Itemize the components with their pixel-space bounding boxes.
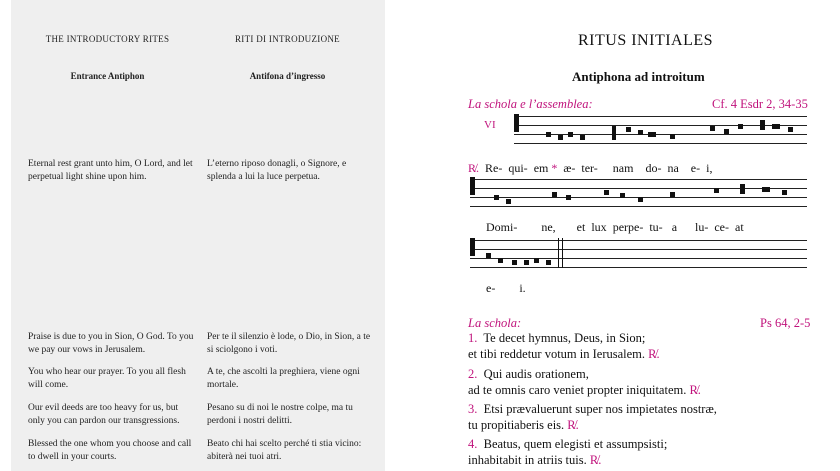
syllable: æ- (563, 161, 576, 175)
neume (604, 190, 609, 195)
verse-line: Qui audis orationem, (483, 367, 589, 381)
verse-en-2: You who hear our prayer. To you all flesh will come. (28, 367, 186, 390)
verse-line: ad te omnis caro veniet propter iniquitatem. (468, 383, 687, 397)
neume (558, 135, 563, 140)
verse-number: 3. (468, 402, 478, 416)
neume (714, 188, 719, 193)
neume (638, 197, 643, 202)
source-reference-1: Cf. 4 Esdr 2, 34-35 (712, 97, 808, 111)
chant-staff-3 (470, 236, 807, 270)
neume (524, 260, 529, 265)
neume (738, 124, 743, 129)
heading-it: RITI DI INTRODUZIONE (235, 34, 340, 44)
syllable: ne, (541, 220, 556, 234)
chant-staff-1 (470, 112, 807, 146)
syllable: i. (519, 281, 526, 295)
verse-line: Beatus, quem elegisti et assumpsisti; (483, 437, 668, 451)
lyrics-line-1 (468, 161, 808, 176)
neume (740, 184, 745, 194)
neume (612, 126, 616, 140)
verse-it-4: Beato chi hai scelto perché ti stia vicino: abiterà nei tuoi atri. (207, 439, 362, 462)
psalm-verse-1 (468, 330, 660, 362)
syllable: ce- (714, 220, 730, 234)
neume (546, 132, 551, 137)
syllable: Re- (485, 161, 503, 175)
neume (546, 260, 551, 265)
neume (670, 192, 675, 197)
page-title: RITUS INITIALES (578, 32, 714, 49)
lyrics-line-2 (486, 220, 806, 235)
verse-line: tu propitiaberis eis. (468, 418, 565, 432)
neume (498, 258, 503, 263)
syllable: at (735, 220, 744, 234)
neume (772, 124, 780, 129)
neume (638, 130, 643, 135)
verse-en-4: Blessed the one whom you choose and call to dwell in your courts. (28, 439, 192, 462)
syllable: ter- (581, 161, 598, 175)
verse-it-3: Pesano su di noi le nostre colpe, ma tu perdoni i nostri delitti. (207, 403, 353, 426)
neume (670, 134, 675, 139)
neume (568, 132, 573, 137)
chant-staff-2 (470, 175, 807, 209)
subheading-en: Entrance Antiphon (70, 71, 145, 81)
verse-number: 2. (468, 367, 478, 381)
neume (626, 127, 631, 132)
neume (782, 190, 787, 195)
verse-line: et tibi reddetur votum in Ierusalem. (468, 347, 646, 361)
neume (724, 129, 729, 134)
antiphon-en: Eternal rest grant unto him, O Lord, and let perpetual light shine upon him. (28, 159, 193, 182)
syllable: Domi- (486, 220, 518, 234)
neume (620, 193, 625, 198)
neume (760, 120, 765, 130)
neume (512, 260, 517, 265)
performer-label-1: La schola e l’assemblea: (468, 97, 593, 111)
syllable: perpe- (612, 220, 644, 234)
neume (486, 253, 491, 258)
mode-number: VI (484, 119, 496, 131)
syllable: na (667, 161, 679, 175)
syllable: do- (645, 161, 662, 175)
neume (762, 187, 770, 192)
syllable: lu- (695, 220, 709, 234)
verse-en-1: Praise is due to you in Sion, O God. To you we pay our vows in Jerusalem. (28, 332, 194, 355)
response-mark: R̸. (589, 453, 602, 467)
psalm-verse-3 (468, 401, 717, 433)
bar-line (558, 238, 559, 268)
performer-label-2: La schola: (468, 316, 522, 330)
neume (710, 126, 715, 131)
psalm-verse-2 (468, 366, 701, 398)
syllable: i, (706, 161, 713, 175)
verse-line: Etsi prævaluerunt super nos impietates nostræ, (483, 402, 717, 416)
page-subtitle: Antiphona ad introitum (572, 69, 705, 84)
source-reference-2: Ps 64, 2-5 (760, 316, 811, 330)
clef-icon (470, 177, 475, 195)
neume (788, 127, 793, 132)
syllable: nam (612, 161, 634, 175)
syllable: lux (591, 220, 607, 234)
verse-it-2: A te, che ascolti la preghiera, viene ogni mortale. (207, 367, 360, 390)
response-mark: R̸. (648, 347, 660, 361)
bar-line (562, 238, 563, 268)
neume (648, 132, 656, 137)
response-mark: R̸. (468, 161, 480, 175)
subheading-it: Antifona d’ingresso (249, 71, 326, 81)
lyrics-line-3 (486, 281, 606, 296)
verse-it-1: Per te il silenzio è lode, o Dio, in Sion, a te si sciolgono i voti. (207, 332, 371, 355)
asterisk-mark: * (551, 161, 558, 175)
neume (566, 195, 571, 200)
neume (580, 135, 585, 140)
verse-line: inhabitabit in atriis tuis. (468, 453, 587, 467)
verse-line: Te decet hymnus, Deus, in Sion; (483, 331, 646, 345)
syllable: tu- (649, 220, 663, 234)
response-mark: R̸. (567, 418, 579, 432)
syllable: qui- (508, 161, 528, 175)
syllable: em (533, 161, 549, 175)
neume (552, 192, 557, 197)
syllable: e- (486, 281, 496, 295)
clef-icon (514, 114, 519, 132)
neume (534, 258, 539, 263)
neume (494, 195, 499, 200)
neume (506, 199, 511, 204)
verse-en-3: Our evil deeds are too heavy for us, but only you can pardon our transgressions. (28, 403, 180, 426)
antiphon-it: L’eterno riposo donagli, o Signore, e splenda a lui la luce perpetua. (207, 159, 347, 182)
response-mark: R̸. (689, 383, 701, 397)
verse-number: 4. (468, 437, 478, 451)
syllable: a (671, 220, 678, 234)
syllable: et (576, 220, 586, 234)
heading-en: THE INTRODUCTORY RITES (45, 34, 170, 44)
syllable: e- (690, 161, 701, 175)
clef-icon (470, 238, 475, 256)
psalm-verse-4 (468, 436, 667, 468)
verse-number: 1. (468, 331, 478, 345)
